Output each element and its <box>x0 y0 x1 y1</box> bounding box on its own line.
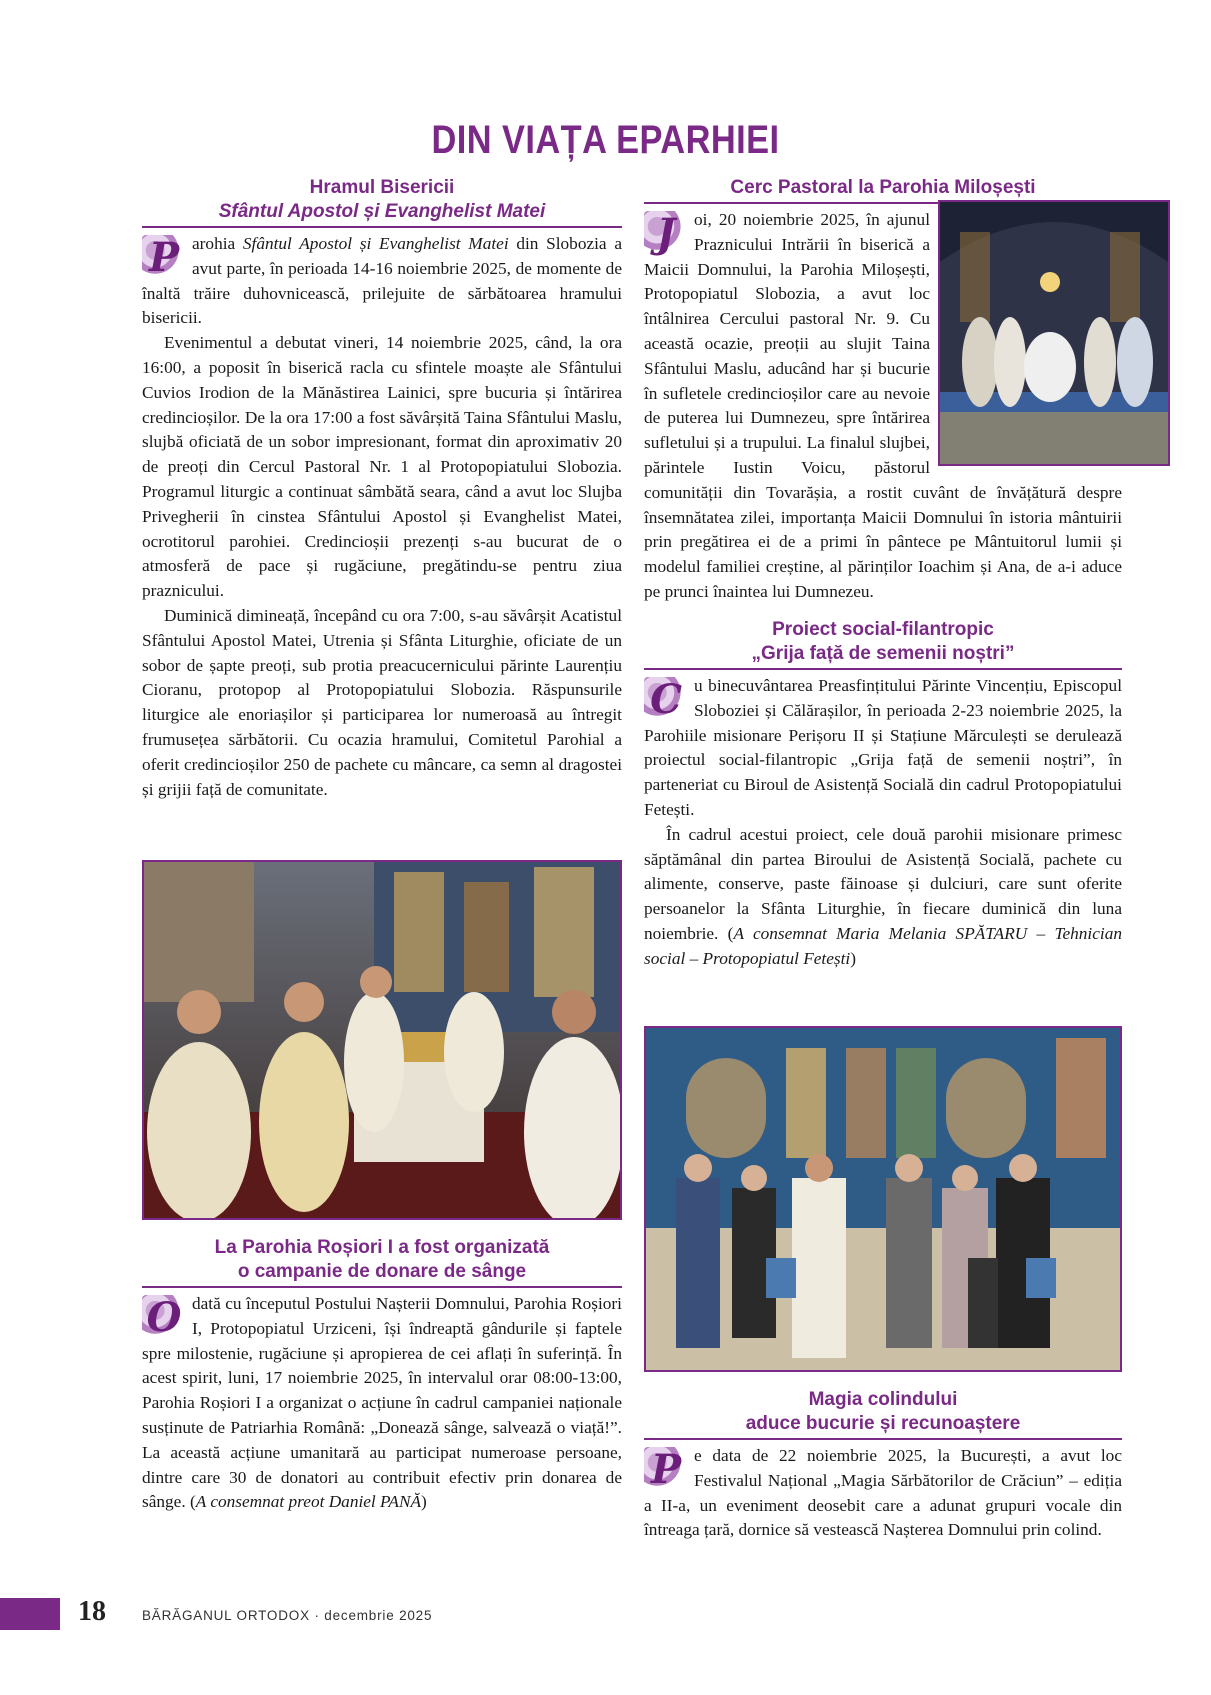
article-milosesti-paragraph-1: J oi, 20 noiembrie 2025, în ajunul Praznicului Intrării în biserică a Maicii Domnului, la Parohia Miloșești, Protopopiatul Slobozia, a avut loc întâlnirea Cercului pastoral Nr. 9. Cu această ocazie, preoții au slujit Taina Sfântului Maslu, aducând har și bucurie în sufletele credincioșilor care au nevoie de puterea lui Dumnezeu, spre întărirea sufletului și a trupului. La finalul slujbei, părintele Iustin Voicu, păstorul comunității din Tovarășia, a rostit cuvânt de învățătură despre însemnătatea zilei, importanța Maicii Domnului în istoria mântuirii prin pregătirea ei de a primi în pântece pe Mântuitorul lumii și modelul familiei creștine, al părinților Ioachim și Ana, de a-i aduce pe prunci înaintea lui Dumnezeu. <box>644 210 1122 601</box>
article-milosesti <box>644 176 1122 605</box>
section-rule <box>142 1286 622 1288</box>
article-rosiori-title-line1: La Parohia Roșiori I a fost organizată <box>214 1237 550 1258</box>
article-proiect-paragraph-1: C u binecuvântarea Preasfințitului Părinte Vincențiu, Episcopul Sloboziei și Călărașilor, în perioada 2-23 noiembrie 2025, la Parohiile misionare Perișoru II și Stațiune Mărculești se derulează proiectul social-filantropic „Grija față de semenii noștri”, în parteneriat cu Biroul de Asistență Socială din cadrul Protopopiatului Fetești. <box>644 676 1122 819</box>
drop-cap: O <box>142 1295 186 1339</box>
article-hram-paragraph-2: Evenimentul a debutat vineri, 14 noiembrie 2025, când, la ora 16:00, a poposit în biserică racla cu sfintele moaște ale Sfântului Cuvios Irodion de la Mănăstirea Lainici, spre bucuria și întărirea credincioșilor. De la ora 17:00 a fost săvârșită Taina Sfântului Maslu, slujbă oficiată de un sobor impresionant, format din aproximativ 20 de preoți din Cercul Pastoral Nr. 1 al Protopopiatului Slobozia. Programul liturgic a continuat sâmbătă seara, când a avut loc Slujba Privegherii în cinstea Sfântului Apostol și Evanghelist Matei, ocrotitorul parohiei. Credincioșii prezenți s-au bucurat de o atmosferă de pace și rugăciune, pregătindu-se pentru ziua praznicului. <box>142 333 622 601</box>
article-rosiori <box>142 1236 622 1515</box>
article-hram-paragraph-1: P arohia Sfântul Apostol și Evanghelist Matei din Slobozia a avut parte, în perioada 14-16 noiembrie 2025, de momente de înaltă trăire duhovnicească, prilejuite de sărbătoarea hramului bisericii. <box>142 234 622 328</box>
drop-cap: P <box>142 235 186 279</box>
article-hram-paragraph-3: Duminică dimineață, începând cu ora 7:00, s-au săvârșit Acatistul Sfântului Apostol Matei, Utrenia și Sfânta Liturghie, oficiate de un sobor de șapte preoți, sub protia preacucernicului părinte Laurențiu Cioranu, protopop al Protopopiatului Slobozia. Răspunsurile liturgice ale enoriașilor și participarea lor numeroasă au întregit frumusețea sărbătorii. Cu ocazia hramului, Comitetul Parohial a oferit credincioșilor 250 de pachete cu mâncare, ca semn al dragostei și grijii față de comunitate. <box>142 605 622 799</box>
page-number: 18 <box>78 1596 106 1627</box>
article-rosiori-title-line2: o campanie de donare de sânge <box>237 1261 527 1282</box>
article-magia-title-line1: Magia colindului <box>808 1389 958 1410</box>
article-hram-title-line2: Sfântul Apostol și Evanghelist Matei <box>218 201 546 222</box>
article-hram <box>142 176 622 802</box>
article-rosiori-title <box>142 1236 622 1284</box>
article-magia <box>644 1388 1122 1543</box>
article-hram-title-line1: Hramul Bisericii <box>309 177 455 198</box>
article-proiect-title-line2: „Grija față de semenii noștri” <box>751 643 1015 664</box>
section-rule <box>644 1438 1122 1440</box>
footer-accent-bar <box>0 1598 60 1630</box>
drop-cap: P <box>644 1447 688 1491</box>
drop-cap: J <box>644 211 688 255</box>
article-magia-paragraph-1: P e data de 22 noiembrie 2025, la București, a avut loc Festivalul Național „Magia Sărbătorilor de Crăciun” – ediția a II-a, un eveniment deosebit care a adunat grupuri vocale din întreaga țară, dornice să vestească Nașterea Domnului prin colind. <box>644 1446 1122 1540</box>
article-magia-title <box>644 1388 1122 1436</box>
photo-milosesti-maslu <box>938 200 1170 466</box>
article-proiect <box>644 618 1122 972</box>
publication-footer: BĂRĂGANUL ORTODOX · decembrie 2025 <box>142 1608 433 1623</box>
article-proiect-title <box>644 618 1122 666</box>
article-milosesti-title: Cerc Pastoral la Parohia Miloșești <box>730 177 1036 198</box>
article-rosiori-paragraph-1: O dată cu începutul Postului Nașterii Domnului, Parohia Roșiori I, Protopopiatul Urziceni, își îndreaptă gândurile și faptele spre milostenie, rugăciune și apropierea de cei aflați în suferință. În acest spirit, luni, 17 noiembrie 2025, în intervalul orar 08:00-13:00, Parohia Roșiori I a organizat o acțiune în cadrul campaniei naționale susținute de Patriarhia Română: „Donează sânge, salvează o viață!”. La această acțiune umanitară au participat numeroase persoane, dintre care 30 de donatori au contribuit efectiv prin donarea de sânge. (A consemnat preot Daniel PANĂ) <box>142 1294 622 1512</box>
photo-proiect-group <box>644 1026 1122 1372</box>
article-hram-title <box>142 176 622 224</box>
article-proiect-paragraph-2: În cadrul acestui proiect, cele două parohii misionare primesc săptămânal din partea Biroului de Asistență Socială, pachete cu alimente, conserve, paste făinoase și dulciuri, care sunt oferite persoanelor la Sfânta Liturghie, în fiecare duminică din luna noiembrie. (A consemnat Maria Melania SPĂTARU – Tehnician social – Protopopiatul Fetești) <box>644 824 1122 968</box>
drop-cap: C <box>644 677 688 721</box>
article-magia-title-line2: aduce bucurie și recunoaștere <box>745 1413 1021 1434</box>
section-rule <box>644 668 1122 670</box>
article-proiect-title-line1: Proiect social-filantropic <box>772 619 994 640</box>
photo-hram-liturgy <box>142 860 622 1220</box>
page-title: DIN VIAȚA EPARHIEI <box>431 118 780 162</box>
section-rule <box>142 226 622 228</box>
